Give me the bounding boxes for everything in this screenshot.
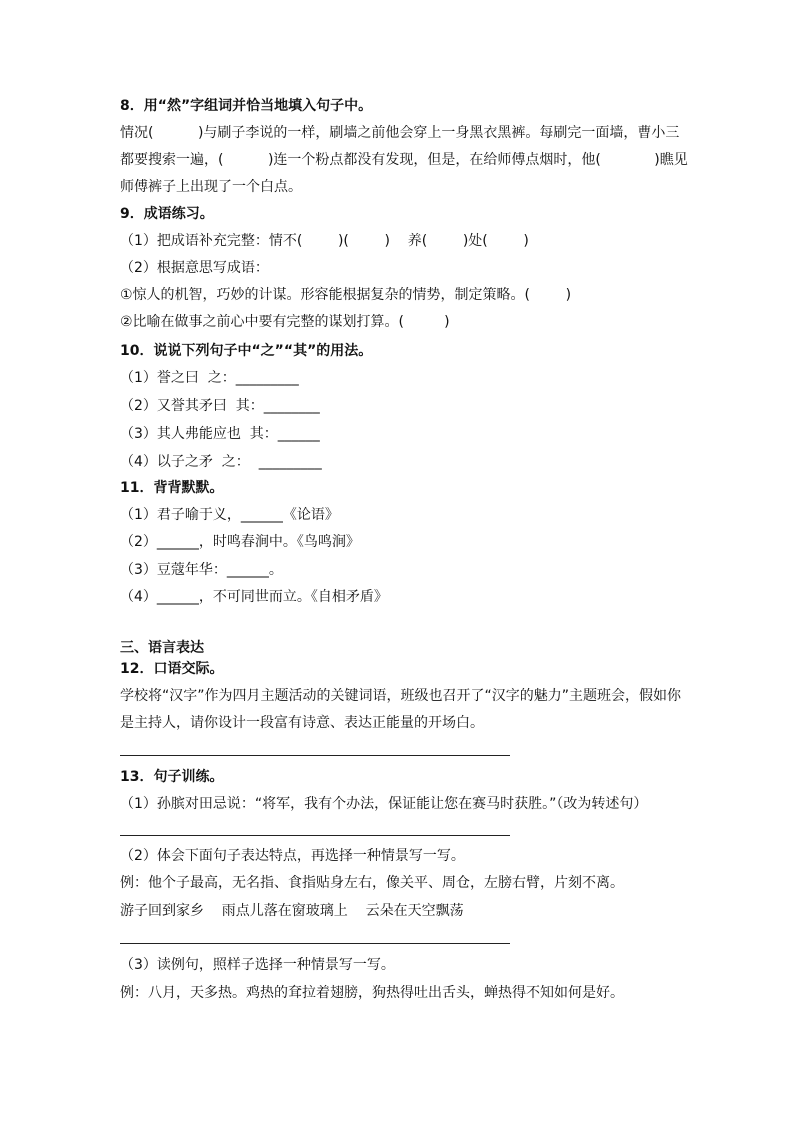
q12-answer-line — [120, 755, 510, 756]
q11-item-1: （1）君子喻于义，______《论语》 — [120, 507, 339, 523]
q8-line-3: 师傅裤子上出现了一个白点。 — [120, 179, 302, 195]
q8-line-1: 情况( )与刷子李说的一样，刷墙之前他会穿上一身黑衣黑裤。每刷完一面墙，曹小三 — [120, 125, 680, 141]
q9-title: 9．成语练习。 — [120, 206, 214, 222]
q10-item-1: （1）誉之曰 之：_________ — [120, 370, 299, 386]
q13-sub2-answer-line — [120, 943, 510, 944]
q9-item-1: （1）把成语补充完整：情不( )( ) 养( )处( ) — [120, 233, 529, 249]
q10-item-3: （3）其人弗能应也 其：______ — [120, 426, 320, 442]
q8-title: 8．用“然”字组词并恰当地填入句子中。 — [120, 98, 373, 114]
q8-line-2: 都要搜索一遍，( )连一个粉点都没有发现，但是，在给师傅点烟时，他( )瞧见 — [120, 152, 688, 168]
q13-sub2: （2）体会下面句子表达特点，再选择一种情景写一写。 — [120, 848, 465, 864]
q10-item-4: （4）以子之矛 之： _________ — [120, 454, 322, 470]
q13-title: 13．句子训练。 — [120, 769, 224, 785]
q12-line-1: 学校将“汉字”作为四月主题活动的关键词语，班级也召开了“汉字的魅力”主题班会，假如你 — [120, 688, 682, 704]
q12-title: 12．口语交际。 — [120, 661, 224, 677]
q9-item-3: ①惊人的机智，巧妙的计谋。形容能根据复杂的情势，制定策略。( ) — [120, 287, 572, 303]
q12-line-2: 是主持人，请你设计一段富有诗意、表达正能量的开场白。 — [120, 715, 484, 731]
q11-item-2: （2）______，时鸣春涧中。《鸟鸣涧》 — [120, 534, 360, 550]
q11-item-3: （3）豆蔻年华：______。 — [120, 562, 283, 578]
q11-title: 11．背背默默。 — [120, 480, 224, 496]
q13-sub3-example: 例：八月，天多热。鸡热的耷拉着翅膀，狗热得吐出舌头，蝉热得不知如何是好。 — [120, 985, 624, 1001]
q9-item-2: （2）根据意思写成语： — [120, 260, 269, 276]
q10-item-2: （2）又誉其矛曰 其：________ — [120, 398, 320, 414]
q13-sub2-example: 例：他个子最高，无名指、食指贴身左右，像关平、周仓，左膀右臂，片刻不离。 — [120, 875, 624, 891]
q13-sub1: （1）孙膑对田忌说：“将军，我有个办法，保证能让您在赛马时获胜。”（改为转述句） — [120, 796, 648, 812]
section-heading: 三、语言表达 — [120, 640, 204, 656]
q11-item-4: （4）______，不可同世而立。《自相矛盾》 — [120, 589, 388, 605]
q9-item-4: ②比喻在做事之前心中要有完整的谋划打算。( ) — [120, 314, 450, 330]
q10-title: 10．说说下列句子中“之”“其”的用法。 — [120, 343, 373, 359]
q13-sub2-scenes: 游子回到家乡 雨点儿落在窗玻璃上 云朵在天空飘荡 — [120, 903, 464, 919]
q13-sub3: （3）读例句，照样子选择一种情景写一写。 — [120, 957, 395, 973]
q13-sub1-answer-line — [120, 835, 510, 836]
